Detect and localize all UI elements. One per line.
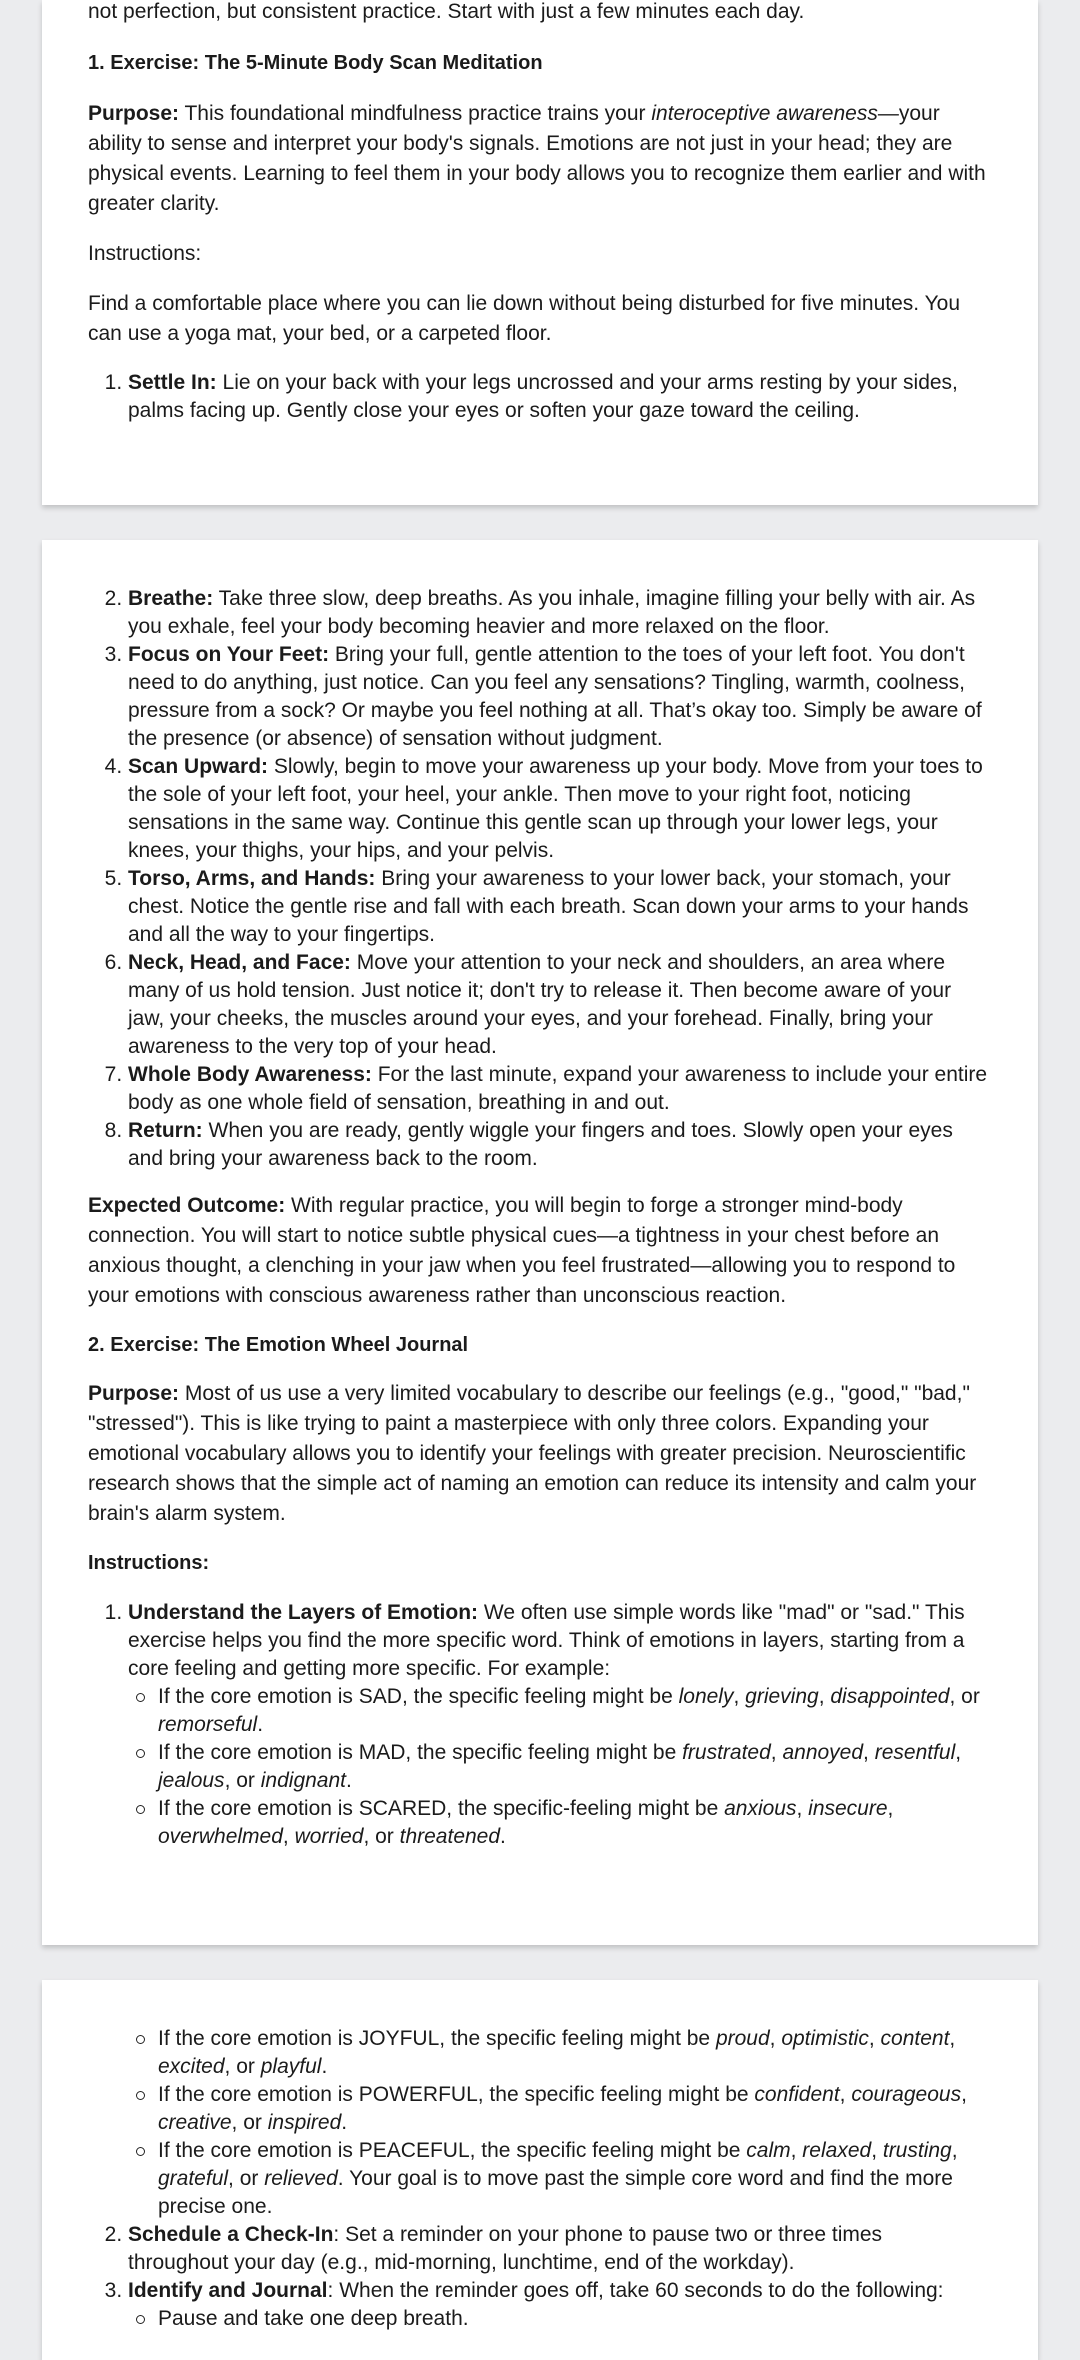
exercise-2-instructions-label: Instructions: (88, 1552, 210, 1574)
list-item: 1. Understand the Layers of Emotion: We often use simple words like "mad" or "sad." This exercise helps you find the more specific word. Think of emotions in layers, starting from a core feeling and getting more specific. For example: If the core emotion is SAD, the specific feeling might be lonely, grieving, disappointed, or remorseful. If the core emotion is MAD, the specific feeling might be frustrated, annoyed, resentful, jealous, or indignant. If the core emotion is SCARED, the specific-feeling might be anxious, insecure, overwhelmed, worried, or threatened. (128, 1599, 988, 1851)
list-item: 2. Schedule a Check-In: Set a reminder on your phone to pause two or three times throughout your day (e.g., mid-morning, lunchtime, end of the workday). (128, 2221, 988, 2277)
list-item: If the core emotion is POWERFUL, the specific feeling might be confident, courageous, creative, or inspired. (158, 2081, 988, 2137)
list-item: 4. Scan Upward: Slowly, begin to move your awareness up your body. Move from your toes to the sole of your left foot, your heel, your ankle. Then move to your right foot, noticing sensations in the same way. Continue this gentle scan up through your lower legs, your knees, your thighs, your hips, and your pelvis. (128, 753, 988, 865)
list-item: If the core emotion is MAD, the specific feeling might be frustrated, annoyed, resentful, jealous, or indignant. (158, 1739, 988, 1795)
list-item: 8. Return: When you are ready, gently wiggle your fingers and toes. Slowly open your eyes and bring your awareness back to the room. (128, 1117, 988, 1173)
list-item: 3. Identify and Journal: When the reminder goes off, take 60 seconds to do the following: Pause and take one deep breath. (128, 2277, 988, 2333)
exercise-2-purpose: Purpose: Most of us use a very limited vocabulary to describe our feelings (e.g., "good," "bad," "stressed"). This is like trying to paint a masterpiece with only three colors. Expanding your emotional vocabulary allows you to identify your feelings with greater precision. Neuroscientific research shows that the simple act of naming an emotion can reduce its intensity and calm your brain's alarm system. (88, 1382, 977, 1525)
exercise-1-instructions-label: Instructions: (88, 242, 202, 265)
exercise-2-steps-continued (88, 2025, 988, 2221)
intro-paragraph-tail: not perfection, but consistent practice. Start with just a few minutes each day. (88, 0, 805, 23)
list-item: If the core emotion is JOYFUL, the specific feeling might be proud, optimistic, content, excited, or playful. (158, 2025, 988, 2081)
list-item: 6. Neck, Head, and Face: Move your attention to your neck and shoulders, an area where many of us hold tension. Just notice it; don't try to release it. Then become aware of your jaw, your cheeks, the muscles around your eyes, and your forehead. Finally, bring your awareness to the very top of your head. (128, 949, 988, 1061)
list-item: 7. Whole Body Awareness: For the last minute, expand your awareness to include your entire body as one whole field of sensation, breathing in and out. (128, 1061, 988, 1117)
document-page-2 (42, 540, 1038, 1945)
list-item: Pause and take one deep breath. (158, 2305, 988, 2333)
exercise-1-heading: 1. Exercise: The 5-Minute Body Scan Meditation (88, 52, 543, 74)
document-page-1 (42, 0, 1038, 505)
list-item: 5. Torso, Arms, and Hands: Bring your awareness to your lower back, your stomach, your chest. Notice the gentle rise and fall with each breath. Scan down your arms to your hands and all the way to your fingertips. (128, 865, 988, 949)
journal-steps-list (128, 2305, 988, 2333)
emotion-examples-list (128, 1683, 988, 1851)
document-page-3 (42, 1980, 1038, 2360)
list-item: 3. Focus on Your Feet: Bring your full, gentle attention to the toes of your left foot. You don't need to do anything, just notice. Can you feel any sensations? Tingling, warmth, coolness, pressure from a sock? Or maybe you feel nothing at all. That’s okay too. Simply be aware of the presence (or absence) of sensation without judgment. (128, 641, 988, 753)
list-item: 1. Settle In: Lie on your back with your legs uncrossed and your arms resting by your sides, palms facing up. Gently close your eyes or soften your gaze toward the ceiling. (128, 369, 988, 425)
exercise-1-steps (88, 369, 988, 425)
list-item: 2. Breathe: Take three slow, deep breaths. As you inhale, imagine filling your belly with air. As you exhale, feel your body becoming heavier and more relaxed on the floor. (128, 585, 988, 641)
exercise-1-steps-continued (88, 585, 988, 1173)
exercise-2-steps (88, 1599, 988, 1851)
list-item: If the core emotion is SCARED, the specific-feeling might be anxious, insecure, overwhelmed, worried, or threatened. (158, 1795, 988, 1851)
exercise-2-heading: 2. Exercise: The Emotion Wheel Journal (88, 1334, 469, 1356)
list-item: If the core emotion is PEACEFUL, the specific feeling might be calm, relaxed, trusting, grateful, or relieved. Your goal is to move past the simple core word and find the more precise one. (158, 2137, 988, 2221)
exercise-1-setup: Find a comfortable place where you can lie down without being disturbed for five minutes. You can use a yoga mat, your bed, or a carpeted floor. (88, 292, 961, 345)
purpose-label: Purpose: (88, 102, 180, 125)
exercise-1-outcome: Expected Outcome: With regular practice, you will begin to forge a stronger mind-body connection. You will start to notice subtle physical cues—a tightness in your chest before an anxious thought, a clenching in your jaw when you feel frustrated—allowing you to respond to your emotions with conscious awareness rather than unconscious reaction. (88, 1194, 956, 1307)
emotion-examples-list-continued (128, 2025, 988, 2221)
exercise-1-purpose: Purpose: This foundational mindfulness practice trains your interoceptive awareness—your ability to sense and interpret your body's signals. Emotions are not just in your head; they are physical events. Learning to feel them in your body allows you to recognize them earlier and with greater clarity. (88, 102, 986, 215)
list-item: If the core emotion is SAD, the specific feeling might be lonely, grieving, disappointed, or remorseful. (158, 1683, 988, 1739)
exercise-2-steps-continued-2 (88, 2221, 988, 2333)
